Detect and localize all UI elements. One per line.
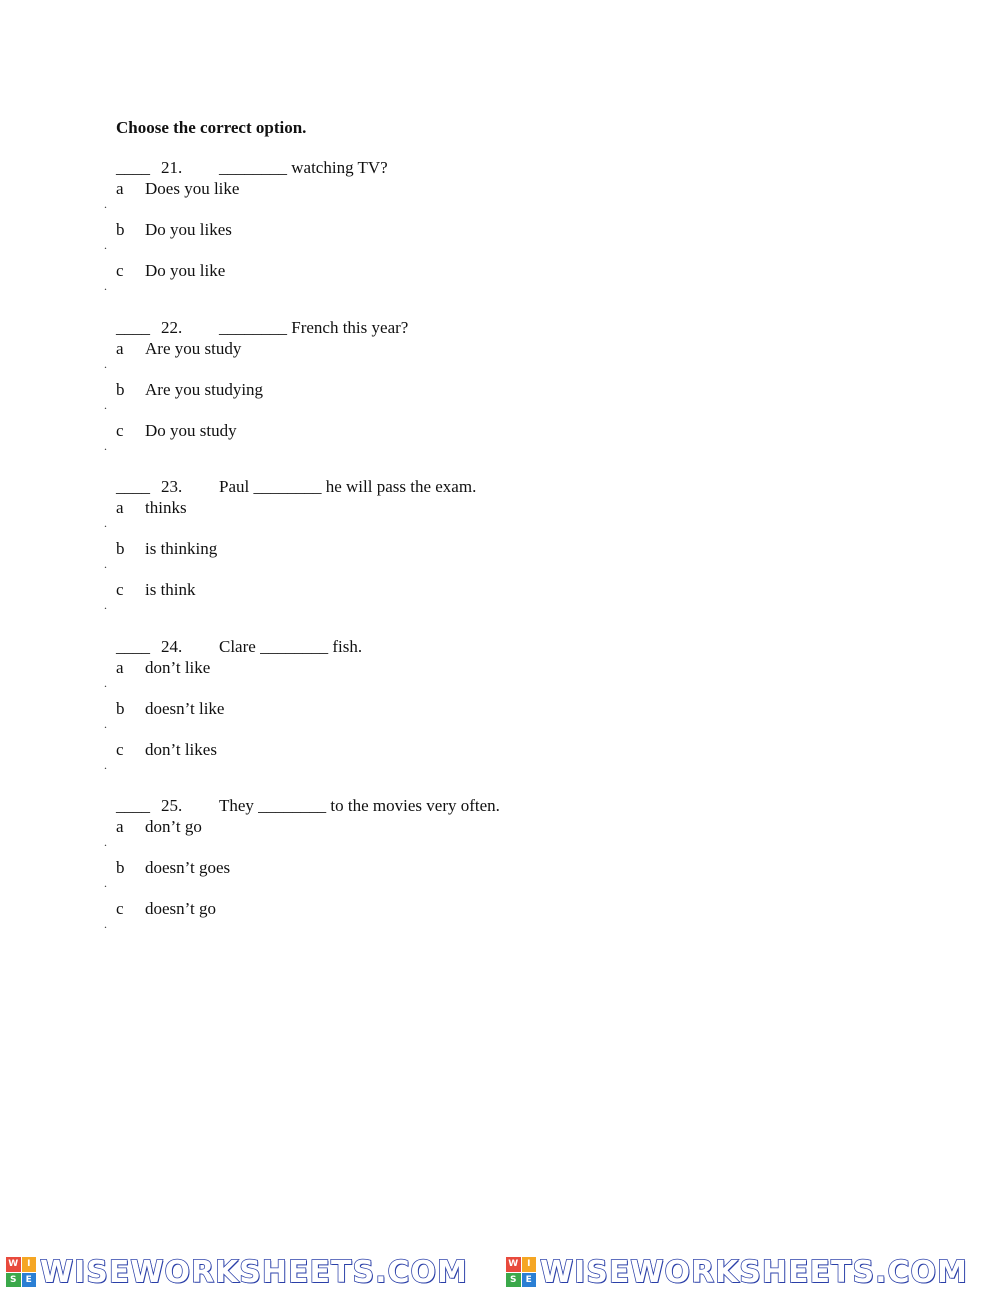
option-letter: a: [116, 498, 124, 517]
question-number: 25.: [161, 796, 183, 815]
option-b[interactable]: [0, 539, 600, 571]
option-a[interactable]: [0, 817, 600, 849]
logo-letter: I: [522, 1257, 537, 1272]
option-dot: .: [104, 398, 107, 412]
option-dot: .: [104, 758, 107, 772]
question-number: 21.: [161, 158, 183, 177]
answer-blank: ____: [116, 318, 150, 337]
answer-blank: ____: [116, 796, 150, 815]
option-text: doesn’t like: [145, 699, 225, 718]
question-number: 23.: [161, 477, 183, 496]
wise-logo-icon: [506, 1257, 536, 1287]
option-letter: c: [116, 899, 124, 918]
question-text: ________ French this year?: [219, 318, 409, 337]
option-b[interactable]: [0, 220, 600, 252]
option-text: thinks: [145, 498, 187, 517]
option-text: is thinking: [145, 539, 218, 558]
option-b[interactable]: [0, 699, 600, 731]
logo-letter: I: [22, 1257, 37, 1272]
footer-watermark: [0, 1253, 1000, 1291]
logo-letter: W: [506, 1257, 521, 1272]
brand-text: WISEWORKSHEETS.COM: [540, 1254, 968, 1290]
option-text: don’t likes: [145, 740, 217, 759]
option-a[interactable]: [0, 658, 600, 690]
question-number: 24.: [161, 637, 183, 656]
option-dot: .: [104, 516, 107, 530]
option-c[interactable]: [0, 421, 600, 453]
option-dot: .: [104, 876, 107, 890]
option-letter: b: [116, 699, 125, 718]
option-dot: .: [104, 835, 107, 849]
question-21: [0, 158, 1000, 308]
option-letter: c: [116, 421, 124, 440]
option-letter: b: [116, 380, 125, 399]
option-dot: .: [104, 238, 107, 252]
option-dot: .: [104, 357, 107, 371]
question-23: [0, 477, 1000, 627]
question-text: They ________ to the movies very often.: [219, 796, 500, 815]
option-dot: .: [104, 717, 107, 731]
logo-letter: S: [6, 1273, 21, 1288]
option-text: don’t like: [145, 658, 211, 677]
answer-blank: ____: [116, 637, 150, 656]
option-a[interactable]: [0, 498, 600, 530]
option-text: doesn’t go: [145, 899, 216, 918]
question-text: Clare ________ fish.: [219, 637, 363, 656]
question-text: ________ watching TV?: [219, 158, 388, 177]
logo-letter: E: [522, 1273, 537, 1288]
option-b[interactable]: [0, 858, 600, 890]
option-letter: a: [116, 339, 124, 358]
wise-logo-icon: [6, 1257, 36, 1287]
option-dot: .: [104, 197, 107, 211]
option-text: Do you likes: [145, 220, 232, 239]
option-text: Does you like: [145, 179, 240, 198]
option-dot: .: [104, 676, 107, 690]
question-22: [0, 318, 1000, 468]
option-dot: .: [104, 598, 107, 612]
question-text: Paul ________ he will pass the exam.: [219, 477, 477, 496]
option-letter: c: [116, 261, 124, 280]
option-a[interactable]: [0, 339, 600, 371]
option-dot: .: [104, 917, 107, 931]
option-dot: .: [104, 279, 107, 293]
question-number: 22.: [161, 318, 183, 337]
option-text: doesn’t goes: [145, 858, 231, 877]
option-text: is think: [145, 580, 196, 599]
option-letter: b: [116, 220, 125, 239]
option-letter: a: [116, 817, 124, 836]
option-letter: a: [116, 658, 124, 677]
option-text: Are you studying: [145, 380, 264, 399]
question-25: [0, 796, 1000, 946]
brand-logo-1: [0, 1255, 500, 1290]
option-letter: b: [116, 858, 125, 877]
option-letter: c: [116, 580, 124, 599]
brand-text: WISEWORKSHEETS.COM: [40, 1254, 468, 1290]
option-letter: b: [116, 539, 125, 558]
option-c[interactable]: [0, 899, 600, 931]
option-text: Do you study: [145, 421, 237, 440]
question-24: [0, 637, 1000, 787]
instruction-heading: Choose the correct option.: [116, 118, 307, 137]
logo-letter: W: [6, 1257, 21, 1272]
option-letter: c: [116, 740, 124, 759]
answer-blank: ____: [116, 158, 150, 177]
option-text: don’t go: [145, 817, 202, 836]
answer-blank: ____: [116, 477, 150, 496]
option-b[interactable]: [0, 380, 600, 412]
brand-logo-2: [500, 1255, 1000, 1290]
option-dot: .: [104, 557, 107, 571]
option-dot: .: [104, 439, 107, 453]
option-letter: a: [116, 179, 124, 198]
option-text: Do you like: [145, 261, 226, 280]
option-c[interactable]: [0, 261, 600, 293]
option-c[interactable]: [0, 740, 600, 772]
option-text: Are you study: [145, 339, 242, 358]
option-c[interactable]: [0, 580, 600, 612]
option-a[interactable]: [0, 179, 600, 211]
logo-letter: S: [506, 1273, 521, 1288]
logo-letter: E: [22, 1273, 37, 1288]
